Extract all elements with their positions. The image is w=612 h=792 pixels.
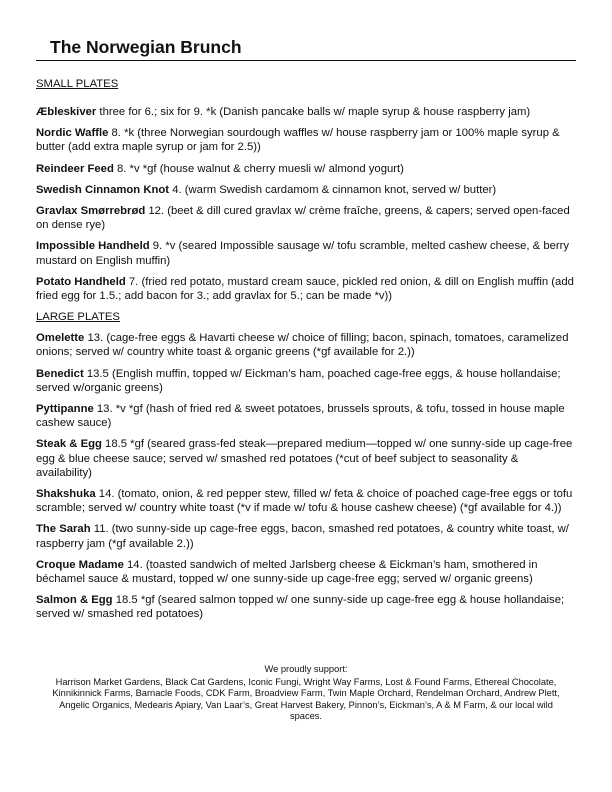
menu-item-description: 9. *v (seared Impossible sausage w/ tofu scramble, melted cashew cheese, & berry mustard on English muffin) — [36, 240, 570, 267]
small-plates-heading: SMALL PLATES — [36, 78, 119, 90]
menu-item-name: Reindeer Feed — [36, 162, 114, 175]
menu-page — [36, 36, 576, 629]
menu-item-description: 13.5 (English muffin, topped w/ Eickman’s ham, poached cage-free eggs, & house hollandaise; served w/organic greens) — [36, 367, 561, 394]
menu-item-name: Potato Handheld — [36, 275, 126, 288]
small-plates-list — [36, 105, 576, 303]
menu-item-name: Gravlax Smørrebrød — [36, 205, 146, 218]
menu-item-name: Æbleskiver — [36, 106, 97, 118]
menu-item-description: 12. (beet & dill cured gravlax w/ crème fraîche, greens, & capers; served open-faced on dense rye) — [36, 205, 570, 232]
menu-item-description: 11. (two sunny-side up cage-free eggs, bacon, smashed red potatoes, & country white toast, w/ raspberry jam (*gf available 2.)) — [36, 523, 569, 550]
menu-item — [36, 487, 576, 515]
menu-item — [36, 522, 576, 550]
menu-item — [36, 275, 576, 303]
menu-item-name: Benedict — [36, 367, 84, 380]
menu-item-description: 4. (warm Swedish cardamom & cinnamon knot, served w/ butter) — [169, 183, 497, 196]
menu-item — [36, 367, 576, 395]
menu-item-name: Salmon & Egg — [36, 594, 113, 607]
menu-item-name: Pyttipanne — [36, 403, 94, 416]
menu-item-name: Steak & Egg — [36, 438, 102, 451]
menu-item — [36, 437, 576, 480]
menu-item-name: Omelette — [36, 332, 85, 345]
large-plates-heading: LARGE PLATES — [36, 311, 120, 324]
menu-item-description: 18.5 *gf (seared grass-fed steak—prepared medium—topped w/ one sunny-side up cage-free egg & blue cheese sauce; served w/ smashed red potatoes (*cut of beef subject to seasonality & availability) — [36, 438, 573, 479]
menu-item-name: Shakshuka — [36, 488, 96, 501]
large-plates-list — [36, 331, 576, 621]
menu-item-name: Croque Madame — [36, 558, 124, 571]
menu-item — [36, 126, 576, 154]
menu-item-description: 14. (toasted sandwich of melted Jarlsberg cheese & Eickman’s ham, smothered in béchamel sauce & mustard, topped w/ one sunny-side up cage-free egg; served w/ organic greens) — [36, 558, 538, 586]
menu-item — [36, 105, 576, 119]
menu-item — [36, 331, 576, 359]
menu-item — [36, 183, 576, 197]
supporters-footer — [48, 664, 564, 723]
menu-item-name: Swedish Cinnamon Knot — [36, 183, 170, 196]
menu-item-description: 18.5 *gf (seared salmon topped w/ one sunny-side up cage-free egg & house hollandaise; served w/ smashed red potatoes) — [36, 594, 565, 621]
supporters-heading: We proudly support: — [264, 664, 348, 674]
supporters-list: Harrison Market Gardens, Black Cat Gardens, Iconic Fungi, Wright Way Farms, Lost & Found Farms, Ethereal Chocolate, Kinnikinnick Farms, Barnacle Foods, CDK Farm, Broadview Farm, Twin Maple Orchard, Rendelman Orchard, Andrew Plett, Angelic Organics, Medearis Apiary, Van Laar’s, Great Harvest Bakery, Pinnon’s, Eickman’s, A & M Farm, & our local wild spaces. — [52, 676, 560, 722]
menu-item — [36, 162, 576, 176]
menu-item-description: 8. *v *gf (house walnut & cherry muesli w/ almond yogurt) — [113, 162, 404, 175]
menu-item — [36, 204, 576, 232]
menu-item-description: 13. *v *gf (hash of fried red & sweet potatoes, brussels sprouts, & tofu, tossed in house maple cashew sauce) — [36, 403, 565, 430]
menu-item-description: three for 6.; six for 9. *k (Danish pancake balls w/ maple syrup & house raspberry jam) — [96, 106, 531, 118]
menu-item-description: 8. *k (three Norwegian sourdough waffles w/ house raspberry jam or 100% maple syrup & butter (add extra maple syrup or jam for 2.5)) — [36, 127, 560, 154]
menu-item — [36, 558, 576, 586]
menu-item-description: 7. (fried red potato, mustard cream sauce, pickled red onion, & dill on English muffin (add fried egg for 1.5.; add bacon for 3.; add gravlax for 5.; can be made *v)) — [36, 275, 574, 303]
menu-item-description: 13. (cage-free eggs & Havarti cheese w/ choice of filling; bacon, spinach, tomatoes, caramelized onions; served w/ country white toast & organic greens (*gf available for 2.)) — [36, 332, 569, 359]
menu-item — [36, 593, 576, 621]
menu-item-description: 14. (tomato, onion, & red pepper stew, filled w/ feta & choice of poached cage-free eggs or tofu scramble; served w/ country white toast (*v if made w/ tofu & house cashew cheese) (*gf available for 4.)) — [36, 488, 573, 515]
menu-item — [36, 239, 576, 267]
menu-item-name: Nordic Waffle — [36, 127, 109, 140]
page-title: The Norwegian Brunch — [36, 36, 576, 61]
menu-item-name: Impossible Handheld — [36, 240, 150, 253]
menu-item-name: The Sarah — [36, 523, 91, 536]
menu-item — [36, 402, 576, 430]
